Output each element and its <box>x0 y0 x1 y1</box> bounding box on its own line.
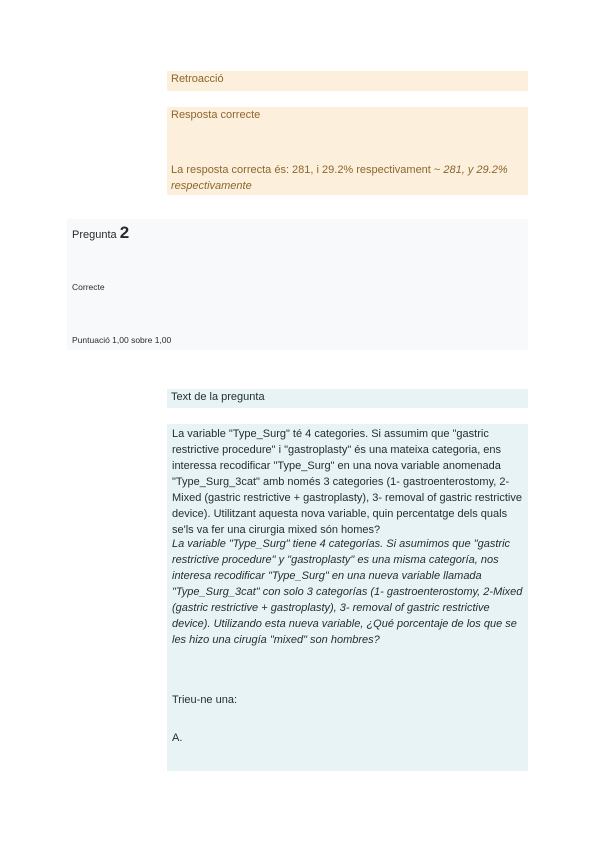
question-state: Correcte <box>72 282 105 292</box>
question-label: Pregunta <box>72 229 117 241</box>
question-text-header: Text de la pregunta <box>167 389 528 408</box>
question-text-panel <box>167 424 528 771</box>
question-text-ca: La variable "Type_Surg" té 4 categories. Si assumim que "gastric restrictive procedure" i "gastroplasty" és una mateixa categoria, ens interessa recodificar "Type_Surg" en una nova variable anomenada "Type_Surg_3cat" amb només 3 categories (1- gastroenterostomy, 2-Mixed (gastric restrictive + gastroplasty), 3- removal of gastric restrictive device). Utilitzant aquesta nova variable, quin percentatge dels quals se'ls va fer una cirurgia mixed són homes? <box>172 428 522 536</box>
correct-answer-es: 281, y 29.2% respectivamente <box>171 164 508 192</box>
choose-one-label: Trieu-ne una: <box>172 694 238 706</box>
feedback-status: Resposta correcte <box>171 109 261 121</box>
question-info-panel <box>67 219 528 350</box>
feedback-panel <box>167 107 528 195</box>
question-grade: Puntuació 1,00 sobre 1,00 <box>72 335 172 345</box>
question-number-value: 2 <box>119 223 130 242</box>
feedback-title: Retroacció <box>167 71 528 91</box>
answer-option-a[interactable]: A. <box>172 732 183 744</box>
correct-answer-ca: La resposta correcta és: 281, i 29.2% respectivament ~ <box>171 164 444 176</box>
correct-answer-text <box>171 162 523 194</box>
question-number <box>72 223 129 243</box>
question-text-es: La variable "Type_Surg" tiene 4 categorías. Si asumimos que "gastric restrictive procedure" y "gastroplasty" es una misma categoría, nos interesa recodificar "Type_Surg" en una nueva variable llamada "Type_Surg_3cat" con solo 3 categorías (1- gastroenterostomy, 2-Mixed (gastric restrictive + gastroplasty), 3- removal of gastric restrictive device). Utilizando esta nueva variable, ¿Qué porcentaje de los que se les hizo una cirugía "mixed" son hombres? <box>172 538 523 646</box>
